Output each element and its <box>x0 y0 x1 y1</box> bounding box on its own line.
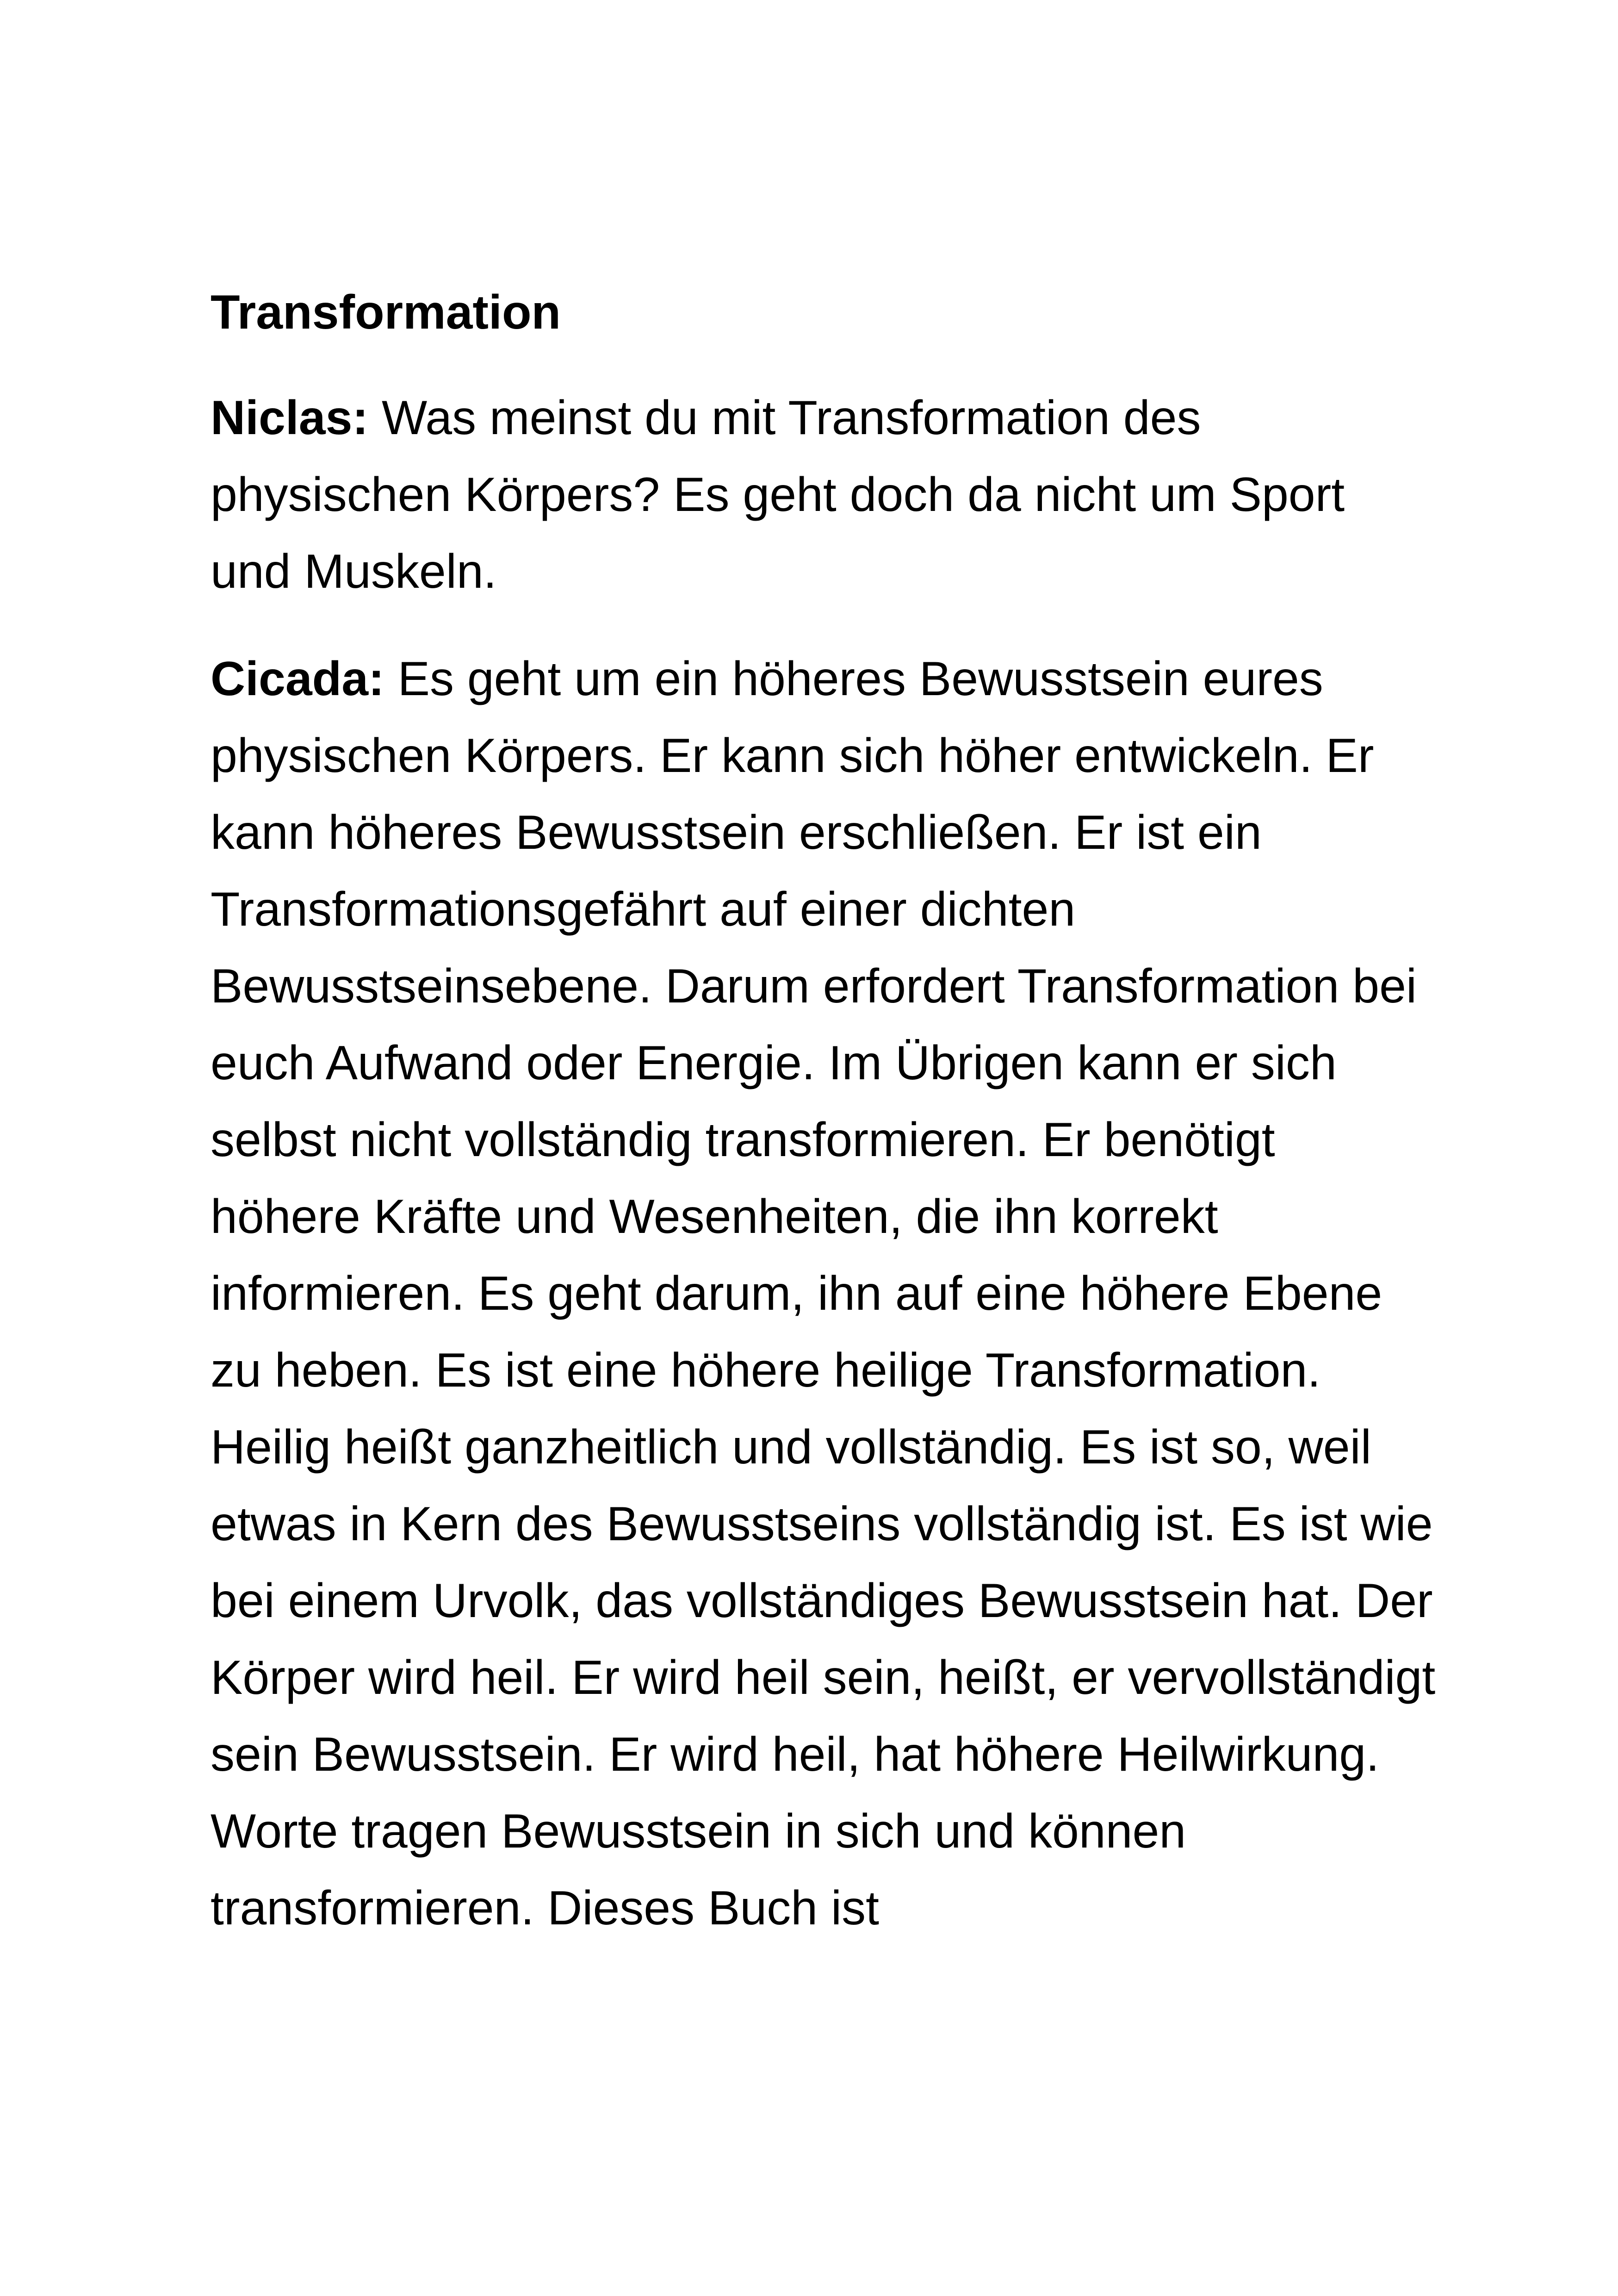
paragraph-text: Was meinst du mit Transformation des physischen Körpers? Es geht doch da nicht um Sport und Muskeln. <box>211 391 1345 598</box>
speaker-label: Niclas: <box>211 391 369 445</box>
dialogue-paragraph-niclas <box>211 380 1437 610</box>
dialogue-paragraph-cicada <box>211 641 1437 1947</box>
speaker-label: Cicada: <box>211 652 384 706</box>
section-heading: Transformation <box>211 286 561 339</box>
paragraph-text: Es geht um ein höheres Bewusstsein eures physischen Körpers. Er kann sich höher entwickeln. Er kann höheres Bewusstsein erschließen. Er ist ein Transformationsgefährt auf einer dichten Bewusstseinsebene. Darum erfordert Transformation bei euch Aufwand oder Energie. Im Übrigen kann er sich selbst nicht vollständig transformieren. Er benötigt höhere Kräfte und Wesenheiten, die ihn korrekt informieren. Es geht darum, ihn auf eine höhere Ebene zu heben. Es ist eine höhere heilige Transformation. Heilig heißt ganzheitlich und vollständig. Es ist so, weil etwas in Kern des Bewusstseins vollständig ist. Es ist wie bei einem Urvolk, das vollständiges Bewusstsein hat. Der Körper wird heil. Er wird heil sein, heißt, er vervollständigt sein Bewusstsein. Er wird heil, hat höhere Heilwirkung. Worte tragen Bewusstsein in sich und können transformieren. Dieses Buch ist <box>211 652 1436 1935</box>
document-body <box>211 273 1437 1977</box>
